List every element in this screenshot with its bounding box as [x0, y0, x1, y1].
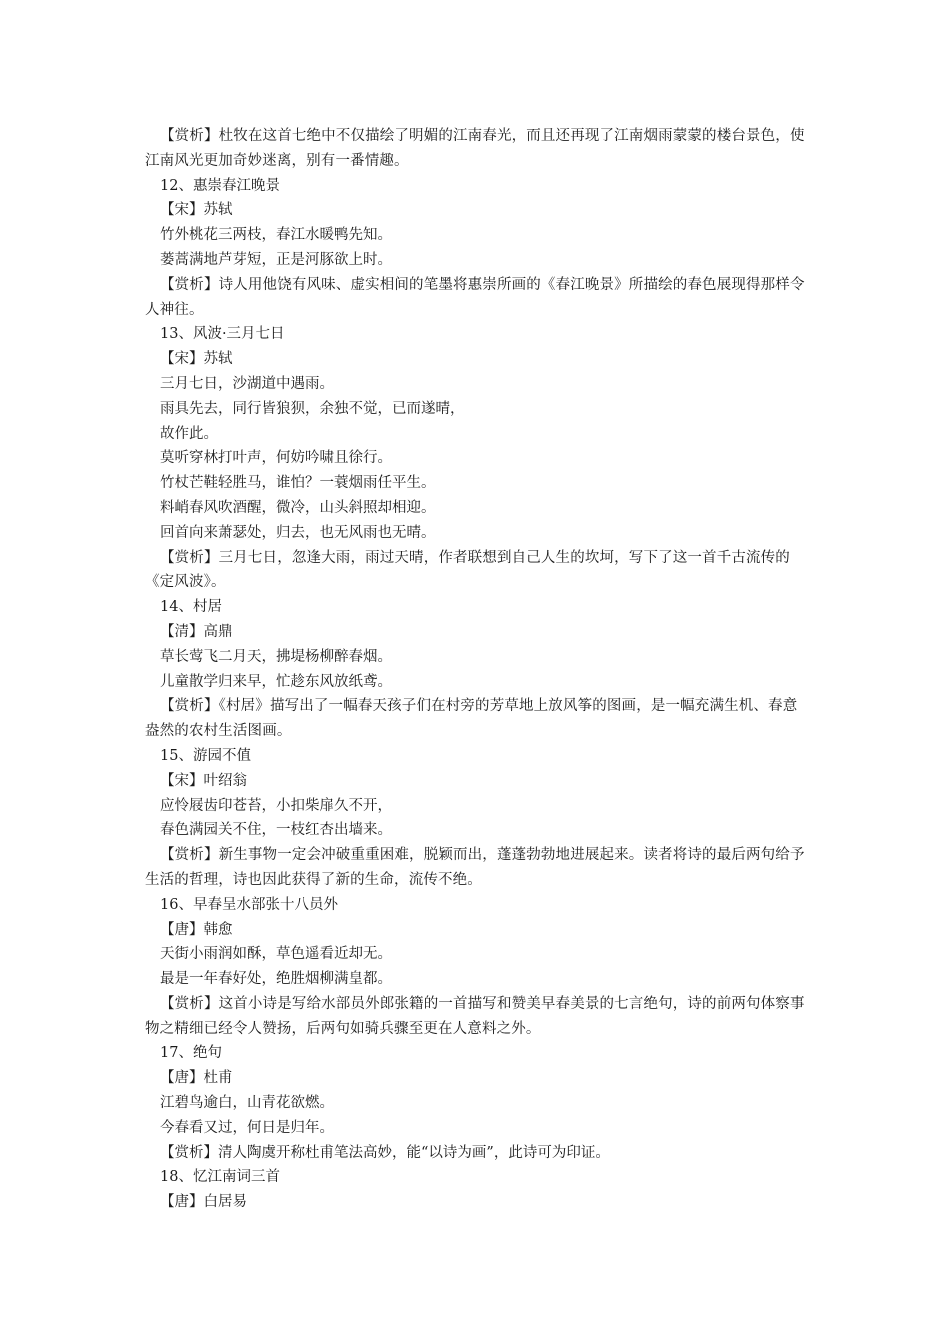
poem-author: 【唐】杜甫 — [160, 1070, 233, 1087]
poem-preface: 雨具先去，同行皆狼狈，余独不觉，已而遂晴， — [160, 400, 465, 417]
poem-author: 【宋】叶绍翁 — [160, 772, 247, 789]
poem-verse: 儿童散学归来早，忙趁东风放纸鸢。 — [160, 673, 392, 690]
appreciation-paragraph: 【赏析】三月七日，忽逢大雨，雨过天晴，作者联想到自己人生的坎坷，写下了这一首千古流传的《定风波》。 — [145, 549, 790, 591]
poem-title: 18、忆江南词三首 — [160, 1169, 280, 1186]
poem-verse: 竹杖芒鞋轻胜马，谁怕？一蓑烟雨任平生。 — [160, 475, 436, 492]
poem-author: 【宋】苏轼 — [160, 351, 233, 368]
appreciation-paragraph: 【赏析】新生事物一定会冲破重重困难，脱颖而出，蓬蓬勃勃地进展起来。读者将诗的最后两句给予生活的哲理，诗也因此获得了新的生命，流传不绝。 — [145, 847, 805, 888]
poem-title: 16、早春呈水部张十八员外 — [160, 896, 338, 913]
poem-verse: 江碧鸟逾白，山青花欲燃。 — [160, 1095, 334, 1112]
poem-title: 13、风波·三月七日 — [160, 326, 285, 343]
poem-title: 15、游园不值 — [160, 747, 251, 764]
poem-author: 【唐】白居易 — [160, 1194, 247, 1211]
poem-author: 【清】高鼎 — [160, 623, 233, 640]
poem-verse: 应怜屐齿印苍苔，小扣柴扉久不开， — [160, 797, 392, 814]
poem-verse: 竹外桃花三两枝，春江水暖鸭先知。 — [160, 227, 392, 244]
appreciation-paragraph: 【赏析】清人陶虞开称杜甫笔法高妙，能“以诗为画”，此诗可为印证。 — [160, 1144, 610, 1161]
appreciation-paragraph: 【赏析】《村居》描写出了一幅春天孩子们在村旁的芳草地上放风筝的图画，是一幅充满生机、春意盎然的农村生活图画。 — [145, 698, 798, 740]
appreciation-paragraph: 【赏析】这首小诗是写给水部员外郎张籍的一首描写和赞美早春美景的七言绝句，诗的前两句体察事物之精细已经令人赞扬，后两句如骑兵骤至更在人意料之外。 — [145, 995, 805, 1037]
poem-verse: 回首向来萧瑟处，归去，也无风雨也无晴。 — [160, 524, 436, 541]
poem-verse: 莫听穿林打叶声，何妨吟啸且徐行。 — [160, 450, 392, 467]
document-body — [145, 124, 805, 1215]
poem-verse: 草长莺飞二月天，拂堤杨柳醉春烟。 — [160, 648, 392, 665]
poem-title: 12、惠崇春江晚景 — [160, 177, 280, 194]
poem-author: 【唐】韩愈 — [160, 921, 233, 938]
appreciation-paragraph: 【赏析】杜牧在这首七绝中不仅描绘了明媚的江南春光，而且还再现了江南烟雨蒙蒙的楼台景色，使江南风光更加奇妙迷离，别有一番情趣。 — [145, 128, 805, 169]
poem-preface: 三月七日，沙湖道中遇雨。 — [160, 375, 334, 392]
poem-verse: 今春看又过，何日是归年。 — [160, 1119, 334, 1136]
poem-verse: 天街小雨润如酥，草色遥看近却无。 — [160, 946, 392, 963]
poem-verse: 蒌蒿满地芦芽短，正是河豚欲上时。 — [160, 251, 392, 268]
poem-verse: 最是一年春好处，绝胜烟柳满皇都。 — [160, 971, 392, 988]
poem-title: 17、绝句 — [160, 1045, 222, 1062]
appreciation-paragraph: 【赏析】诗人用他饶有风味、虚实相间的笔墨将惠崇所画的《春江晚景》所描绘的春色展现得那样令人神往。 — [145, 276, 805, 318]
poem-title: 14、村居 — [160, 599, 222, 616]
poem-verse: 料峭春风吹酒醒，微冷，山头斜照却相迎。 — [160, 499, 436, 516]
poem-author: 【宋】苏轼 — [160, 202, 233, 219]
poem-verse: 春色满园关不住，一枝红杏出墙来。 — [160, 822, 392, 839]
poem-preface: 故作此。 — [160, 425, 218, 442]
